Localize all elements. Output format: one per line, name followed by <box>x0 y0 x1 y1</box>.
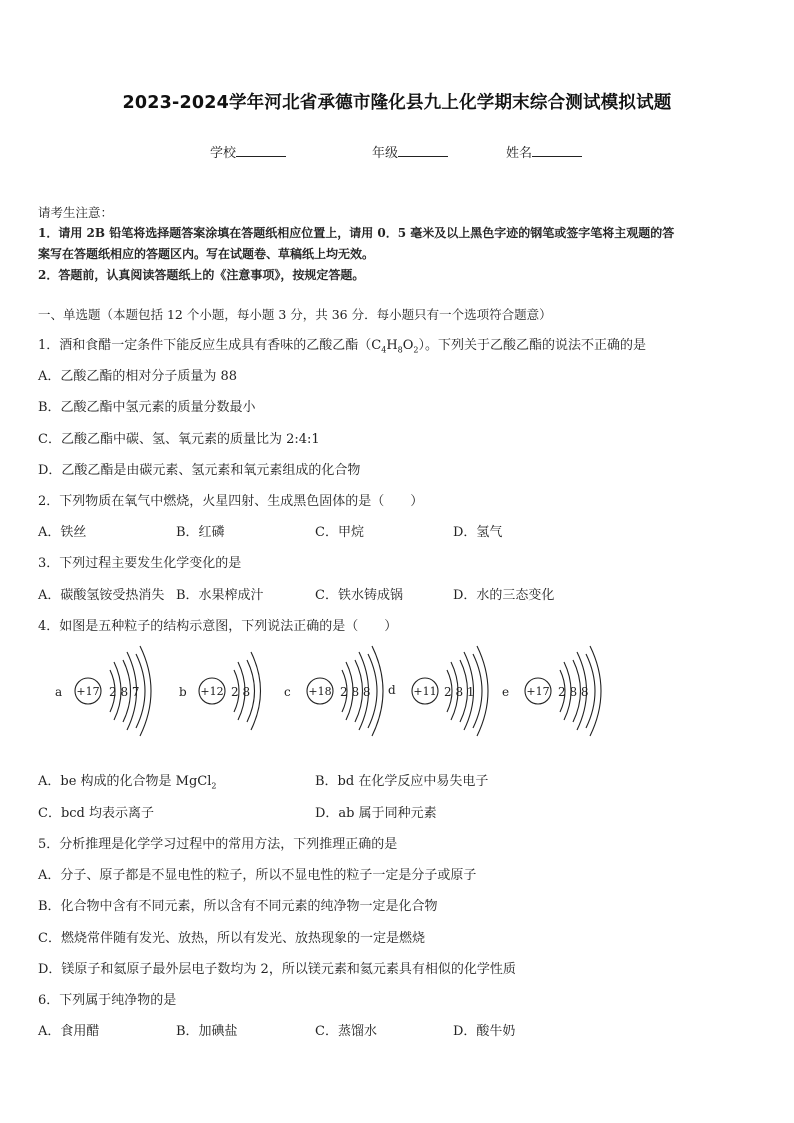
q4-option-c: C．bcd 均表示离子 <box>38 806 155 821</box>
notice-item-1-line-1: 1．请用 2B 铅笔将选择题答案涂填在答题纸相应位置上，请用 0．5 毫米及以上黑色字迹的钢笔或签字笔将主观题的答 <box>38 226 675 240</box>
name-label: 姓名 <box>506 146 533 161</box>
q1-sub-8: 8 <box>397 345 403 355</box>
grade-blank <box>398 144 448 157</box>
q6-option-a: A．食用醋 <box>38 1024 100 1039</box>
q6-option-b: B．加碘盐 <box>176 1024 238 1039</box>
name-field <box>506 142 582 161</box>
q5-stem: 5．分析推理是化学学习过程中的常用方法，下列推理正确的是 <box>38 837 398 852</box>
q6-stem: 6．下列属于纯净物的是 <box>38 993 177 1008</box>
q1-sub-4: 4 <box>381 345 387 355</box>
q1-sub-2: 2 <box>413 345 419 355</box>
school-label: 学校 <box>210 146 237 161</box>
grade-field <box>372 142 448 161</box>
q1-stem-part1: 1．酒和食醋一定条件下能反应生成具有香味的乙酸乙酯（C <box>38 338 382 353</box>
q4-option-d: D．ab 属于同种元素 <box>315 806 437 821</box>
q2-option-c: C．甲烷 <box>315 525 364 540</box>
q5-option-d: D．镁原子和氦原子最外层电子数均为 2，所以镁元素和氦元素具有相似的化学性质 <box>38 962 516 977</box>
q3-option-d: D．水的三态变化 <box>453 588 555 603</box>
particle-d-shells: 2 8 1 <box>444 685 475 699</box>
q3-option-b: B．水果榨成汁 <box>176 588 264 603</box>
q5-option-a: A．分子、原子都是不显电性的粒子，所以不显电性的粒子一定是分子或原子 <box>38 868 477 883</box>
q1-stem-part2: ）。下列关于乙酸乙酯的说法不正确的是 <box>418 338 647 353</box>
q4-option-a-sub: 2 <box>211 781 217 791</box>
q3-option-c: C．铁水铸成锅 <box>315 588 403 603</box>
section-title: 一、单选题（本题包括 12 个小题，每小题 3 分，共 36 分．每小题只有一个选项符合题意） <box>38 307 552 322</box>
particle-b-shells: 2 8 <box>231 685 251 699</box>
q1-o: O <box>402 338 414 353</box>
q3-option-a: A．碳酸氢铵受热消失 <box>38 588 165 603</box>
q1-option-a: A．乙酸乙酯的相对分子质量为 88 <box>38 369 238 384</box>
particle-d-nucleus: +11 <box>413 685 437 698</box>
q2-option-a: A．铁丝 <box>38 525 87 540</box>
name-blank <box>532 144 582 157</box>
particle-a-label: a <box>55 685 63 699</box>
particle-b-shell-2b <box>251 652 261 730</box>
q2-option-d: D．氢气 <box>453 525 503 540</box>
grade-label: 年级 <box>372 146 399 161</box>
q4-option-b: B．bd 在化学反应中易失电子 <box>315 774 489 789</box>
q5-option-b: B．化合物中含有不同元素，所以含有不同元素的纯净物一定是化合物 <box>38 899 438 914</box>
school-field <box>210 142 286 161</box>
particle-structure-diagram <box>38 640 758 750</box>
q1-h: H <box>386 338 398 353</box>
notice-item-1-line-2: 案写在答题纸相应的答题区内。写在试题卷、草稿纸上均无效。 <box>38 247 375 261</box>
particle-c-nucleus: +18 <box>308 685 332 698</box>
particle-e-shells: 2 8 8 <box>558 685 589 699</box>
school-blank <box>236 144 286 157</box>
particle-c-shells: 2 8 8 <box>340 685 371 699</box>
q2-stem: 2．下列物质在氧气中燃烧，火星四射、生成黑色固体的是（ ） <box>38 494 424 509</box>
notice-item-2: 2．答题前，认真阅读答题纸上的《注意事项》，按规定答题。 <box>38 268 365 282</box>
q5-option-c: C．燃烧常伴随有发光、放热，所以有发光、放热现象的一定是燃烧 <box>38 931 425 946</box>
particle-d-label: d <box>388 683 396 697</box>
q6-option-c: C．蒸馏水 <box>315 1024 377 1039</box>
particle-b-nucleus: +12 <box>200 685 224 698</box>
q4-option-a <box>38 770 217 791</box>
particle-b-label: b <box>179 685 187 699</box>
notice-heading: 请考生注意： <box>38 205 114 220</box>
q2-option-b: B．红磷 <box>176 525 225 540</box>
particle-c-label: c <box>284 685 291 699</box>
particle-a-shells: 2 8 7 <box>109 685 140 699</box>
q3-stem: 3．下列过程主要发生化学变化的是 <box>38 556 242 571</box>
page-title: 2023-2024学年河北省承德市隆化县九上化学期末综合测试模拟试题 <box>122 93 672 113</box>
q6-option-d: D．酸牛奶 <box>453 1024 516 1039</box>
particle-a-nucleus: +17 <box>76 685 100 698</box>
particle-e-label: e <box>502 685 510 699</box>
q4-option-a-text: A．be 构成的化合物是 MgCl <box>38 774 212 789</box>
particle-e-nucleus: +17 <box>526 685 550 698</box>
q1-stem <box>38 334 646 355</box>
q1-option-d: D．乙酸乙酯是由碳元素、氢元素和氧元素组成的化合物 <box>38 463 361 478</box>
q1-option-b: B．乙酸乙酯中氢元素的质量分数最小 <box>38 400 256 415</box>
q1-option-c: C．乙酸乙酯中碳、氢、氧元素的质量比为 2:4:1 <box>38 432 320 447</box>
q4-stem: 4．如图是五种粒子的结构示意图，下列说法正确的是（ ） <box>38 619 398 634</box>
